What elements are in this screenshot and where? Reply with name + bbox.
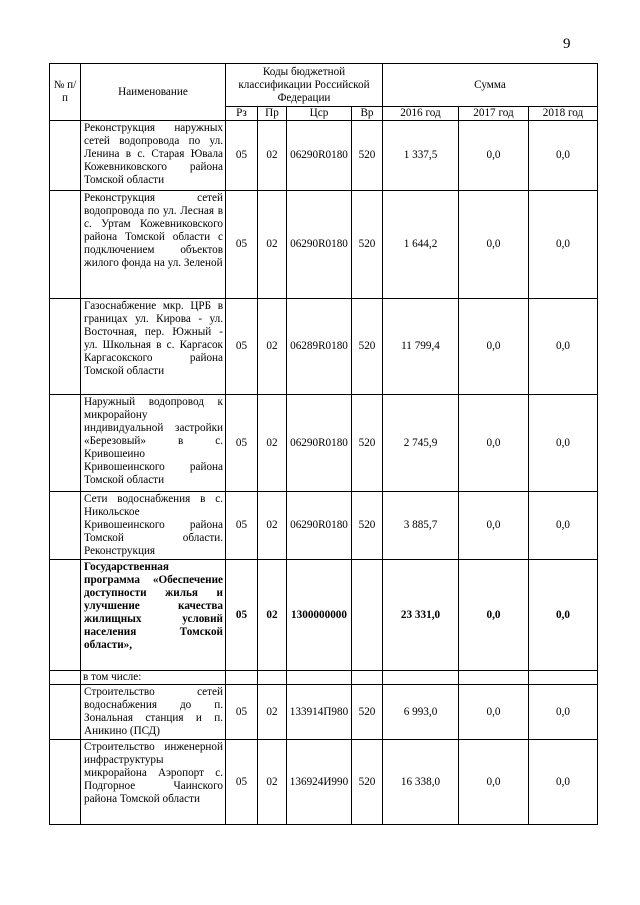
header-name: Наименование — [81, 64, 226, 121]
table-row-program — [50, 560, 598, 671]
row-pr: 02 — [258, 121, 287, 191]
row-2018: 0,0 — [529, 685, 598, 740]
row-2017: 0,0 — [459, 395, 529, 492]
table-row — [50, 395, 598, 492]
row-2016: 23 331,0 — [383, 560, 459, 671]
row-2016: 1 337,5 — [383, 121, 459, 191]
row-csr: 136924И990 — [287, 740, 352, 825]
row-vr: 520 — [352, 685, 383, 740]
row-name: Сети водоснабжения в с. Никольское Кривошеинского района Томской области. Реконструкция — [81, 492, 226, 560]
row-2018: 0,0 — [529, 121, 598, 191]
header-sum: Сумма — [383, 64, 598, 107]
row-rz: 05 — [226, 685, 258, 740]
row-pr: 02 — [258, 685, 287, 740]
row-rz: 05 — [226, 395, 258, 492]
row-csr: 1300000000 — [287, 560, 352, 671]
row-num — [50, 671, 81, 685]
row-name: Реконструкция сетей водопровода по ул. Лесная в с. Уртам Кожевниковского района Томской области с подключением объектов жилого фонда на ул. Зеленой — [81, 191, 226, 299]
row-num — [50, 560, 81, 671]
row-2016: 11 799,4 — [383, 299, 459, 395]
row-2018: 0,0 — [529, 299, 598, 395]
row-num — [50, 685, 81, 740]
row-vr: 520 — [352, 740, 383, 825]
header-2017: 2017 год — [459, 107, 529, 121]
row-2017: 0,0 — [459, 685, 529, 740]
header-rz: Рз — [226, 107, 258, 121]
header-codes: Коды бюджетной классификации Российской Федерации — [226, 64, 383, 107]
row-2018: 0,0 — [529, 560, 598, 671]
row-2017: 0,0 — [459, 121, 529, 191]
row-num — [50, 492, 81, 560]
row-name: Наружный водопровод к микрорайону индивидуальной застройки «Березовый» в с. Кривошеино Кривошеинского района Томской области — [81, 395, 226, 492]
row-csr: 06290R0180 — [287, 395, 352, 492]
row-rz: 05 — [226, 560, 258, 671]
row-name: Газоснабжение мкр. ЦРБ в границах ул. Кирова - ул. Восточная, пер. Южный - ул. Школьная в с. Каргасок Каргасокского района Томской области — [81, 299, 226, 395]
subheader-row — [50, 671, 598, 685]
row-2018: 0,0 — [529, 191, 598, 299]
row-csr: 06290R0180 — [287, 492, 352, 560]
table-row — [50, 492, 598, 560]
row-name: Государственная программа «Обеспечение доступности жилья и улучшение качества жилищных условий населения Томской области», — [81, 560, 226, 671]
table-row — [50, 299, 598, 395]
header-num: № п/п — [50, 64, 81, 121]
header-row — [50, 64, 598, 107]
header-2018: 2018 год — [529, 107, 598, 121]
row-vr: 520 — [352, 492, 383, 560]
row-pr: 02 — [258, 395, 287, 492]
row-csr: 06290R0180 — [287, 191, 352, 299]
row-rz: 05 — [226, 191, 258, 299]
row-pr: 02 — [258, 740, 287, 825]
row-vr: 520 — [352, 395, 383, 492]
row-num — [50, 740, 81, 825]
row-rz: 05 — [226, 492, 258, 560]
row-2018: 0,0 — [529, 492, 598, 560]
row-name: Строительство сетей водоснабжения до п. Зональная станция и п. Аникино (ПСД) — [81, 685, 226, 740]
row-2017: 0,0 — [459, 740, 529, 825]
row-rz: 05 — [226, 121, 258, 191]
table-row — [50, 121, 598, 191]
row-2018: 0,0 — [529, 395, 598, 492]
row-num — [50, 299, 81, 395]
table-row — [50, 740, 598, 825]
row-csr: 06290R0180 — [287, 121, 352, 191]
row-name: Строительство инженерной инфраструктуры микрорайона Аэропорт с. Подгорное Чаинского района Томской области — [81, 740, 226, 825]
row-2018: 0,0 — [529, 740, 598, 825]
row-pr: 02 — [258, 299, 287, 395]
row-2016: 6 993,0 — [383, 685, 459, 740]
row-2017: 0,0 — [459, 492, 529, 560]
row-2016: 1 644,2 — [383, 191, 459, 299]
row-pr: 02 — [258, 560, 287, 671]
row-2017: 0,0 — [459, 560, 529, 671]
table-row — [50, 191, 598, 299]
row-2016: 2 745,9 — [383, 395, 459, 492]
row-num — [50, 191, 81, 299]
header-2016: 2016 год — [383, 107, 459, 121]
row-rz: 05 — [226, 299, 258, 395]
row-vr — [352, 560, 383, 671]
row-vr: 520 — [352, 121, 383, 191]
page-number: 9 — [563, 36, 571, 52]
row-csr: 133914П980 — [287, 685, 352, 740]
row-2017: 0,0 — [459, 191, 529, 299]
table-row — [50, 685, 598, 740]
row-2016: 16 338,0 — [383, 740, 459, 825]
header-csr: Цср — [287, 107, 352, 121]
header-pr: Пр — [258, 107, 287, 121]
row-csr: 06289R0180 — [287, 299, 352, 395]
row-2016: 3 885,7 — [383, 492, 459, 560]
row-vr: 520 — [352, 191, 383, 299]
row-pr: 02 — [258, 492, 287, 560]
row-name: Реконструкция наружных сетей водопровода по ул. Ленина в с. Старая Ювала Кожевниковского района Томской области — [81, 121, 226, 191]
row-num — [50, 121, 81, 191]
row-num — [50, 395, 81, 492]
row-pr: 02 — [258, 191, 287, 299]
subheader-label: в том числе: — [81, 671, 226, 685]
row-vr: 520 — [352, 299, 383, 395]
row-rz: 05 — [226, 740, 258, 825]
budget-table — [49, 63, 598, 825]
row-2017: 0,0 — [459, 299, 529, 395]
header-vr: Вр — [352, 107, 383, 121]
